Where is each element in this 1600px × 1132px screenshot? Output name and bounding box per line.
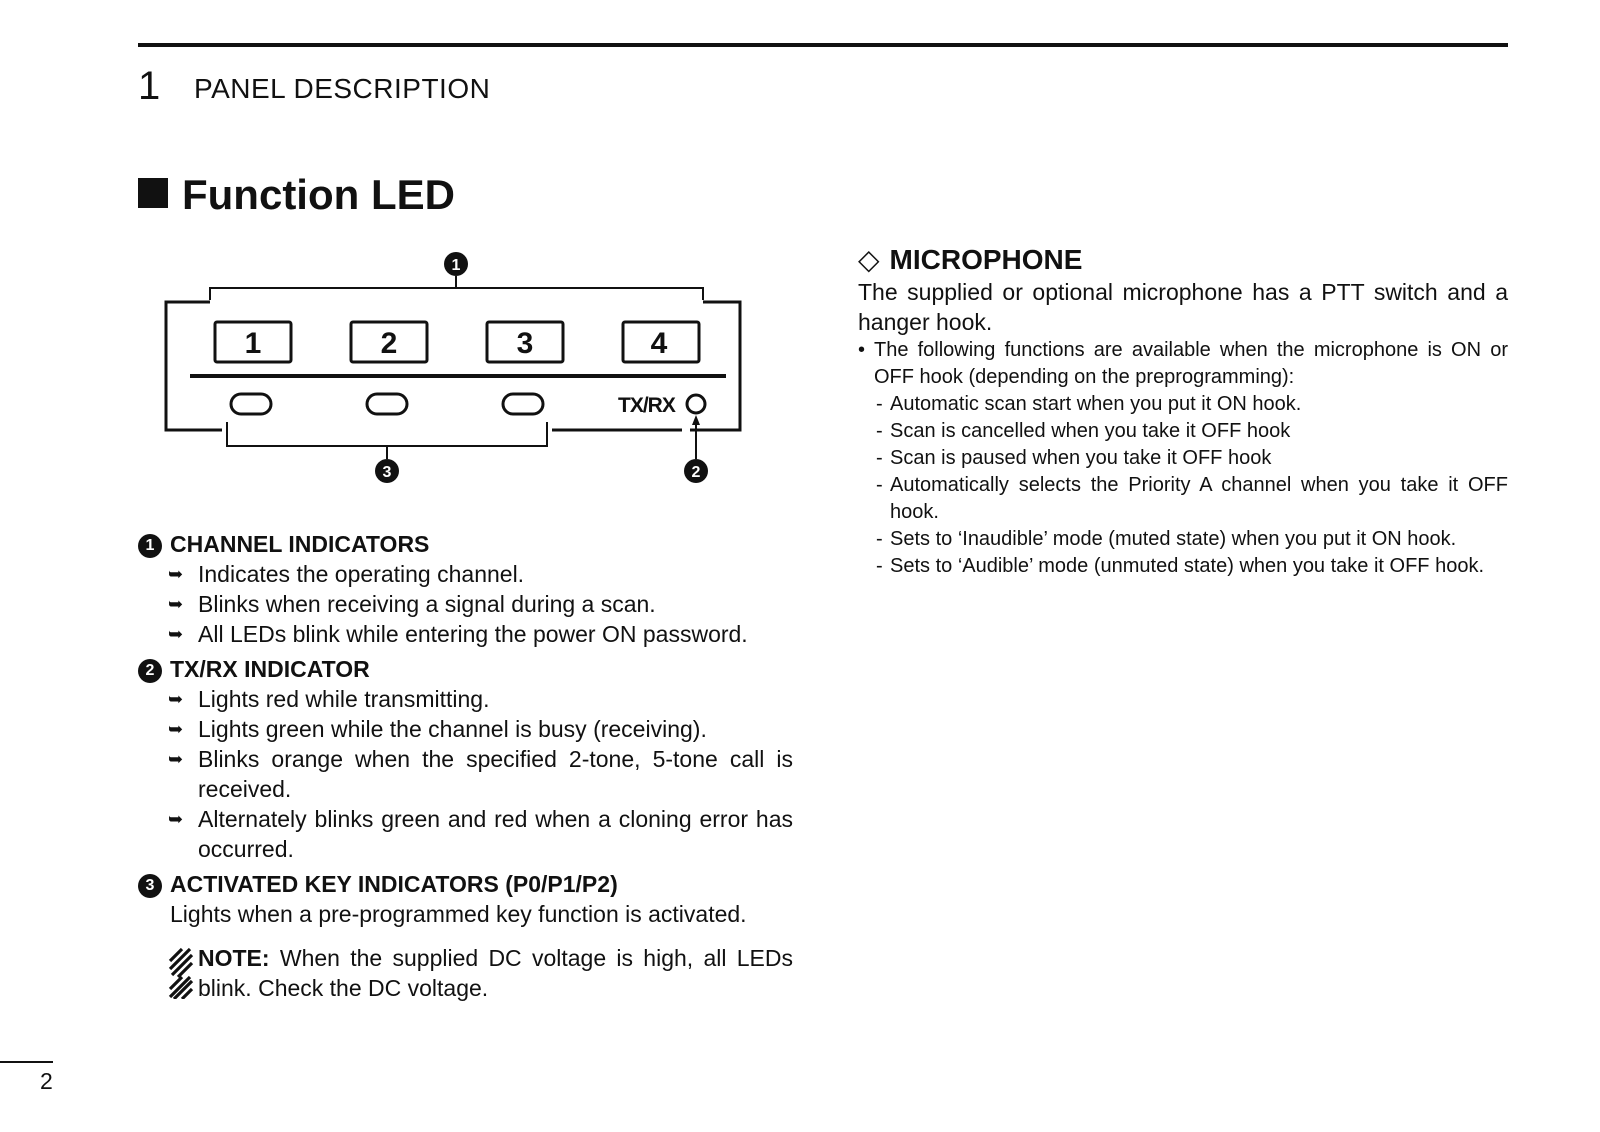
channel-key-1 bbox=[215, 322, 291, 362]
black-square-icon bbox=[138, 178, 168, 208]
dash-icon: - bbox=[876, 393, 883, 415]
number-badge: 3 bbox=[138, 874, 162, 898]
bullet-item bbox=[858, 337, 1508, 391]
txrx-led bbox=[687, 395, 705, 413]
txrx-label: TX/RX bbox=[618, 394, 675, 417]
indicator-heading-2 bbox=[138, 654, 793, 684]
list-item bbox=[138, 744, 793, 804]
microphone-title: MICROPHONE bbox=[889, 244, 1083, 275]
list-item-text: Blinks when receiving a signal during a scan. bbox=[198, 591, 656, 617]
arrow-icon: ➥ bbox=[168, 564, 184, 584]
key-led-p0 bbox=[231, 394, 271, 414]
sub-item bbox=[858, 526, 1508, 553]
channel-key-2 bbox=[351, 322, 427, 362]
arrow-icon: ➥ bbox=[168, 809, 184, 829]
indicator-title: CHANNEL INDICATORS bbox=[170, 531, 430, 557]
svg-text:1: 1 bbox=[451, 257, 461, 274]
indicator-text: Lights when a pre-programmed key function is activated. bbox=[170, 901, 747, 927]
note-block bbox=[138, 943, 793, 1003]
dash-icon: - bbox=[876, 474, 883, 496]
callout-3 bbox=[375, 459, 399, 483]
list-item bbox=[138, 714, 793, 744]
list-item bbox=[138, 559, 793, 589]
note-label: NOTE: bbox=[198, 945, 270, 971]
number-badge: 1 bbox=[138, 534, 162, 558]
list-item-text: Indicates the operating channel. bbox=[198, 561, 525, 587]
list-item bbox=[138, 589, 793, 619]
indicator-heading-1 bbox=[138, 529, 793, 559]
list-item bbox=[138, 684, 793, 714]
indicator-heading-3 bbox=[138, 869, 793, 899]
arrow-icon: ➥ bbox=[168, 719, 184, 739]
note-text: When the supplied DC voltage is high, all LEDs blink. Check the DC voltage. bbox=[198, 945, 794, 1001]
dash-icon: - bbox=[876, 528, 883, 550]
sub-item-text: Scan is paused when you take it OFF hook bbox=[890, 447, 1272, 469]
channel-key-4 bbox=[623, 322, 699, 362]
chapter-title: PANEL DESCRIPTION bbox=[194, 73, 491, 104]
key-led-p1 bbox=[367, 394, 407, 414]
section-title-text: Function LED bbox=[182, 171, 455, 218]
microphone-description: The supplied or optional microphone has a PTT switch and a hanger hook. bbox=[858, 279, 1508, 335]
dash-icon: - bbox=[876, 555, 883, 577]
header-rule bbox=[138, 43, 1508, 47]
list-item-text: Lights green while the channel is busy (receiving). bbox=[198, 716, 707, 742]
list-item bbox=[138, 804, 793, 864]
sub-item bbox=[858, 391, 1508, 418]
page-number: 2 bbox=[40, 1068, 53, 1094]
sub-item-text: Sets to ‘Audible’ mode (unmuted state) when you take it OFF hook. bbox=[890, 555, 1485, 577]
svg-text:2: 2 bbox=[691, 464, 701, 481]
number-badge: 2 bbox=[138, 659, 162, 683]
svg-text:1: 1 bbox=[244, 327, 262, 360]
footer-rule bbox=[0, 1061, 53, 1063]
sub-item-text: Scan is cancelled when you take it OFF hook bbox=[890, 420, 1291, 442]
sub-item bbox=[858, 418, 1508, 445]
indicator-descriptions bbox=[138, 529, 793, 1003]
dash-icon: - bbox=[876, 447, 883, 469]
list-item bbox=[138, 619, 793, 649]
sub-item bbox=[858, 553, 1508, 580]
callout-1 bbox=[444, 252, 468, 276]
sub-item bbox=[858, 472, 1508, 526]
svg-text:3: 3 bbox=[382, 464, 392, 481]
arrow-icon: ➥ bbox=[168, 749, 184, 769]
list-item-text: All LEDs blink while entering the power ON password. bbox=[198, 621, 748, 647]
sub-item-text: Automatic scan start when you put it ON hook. bbox=[890, 393, 1302, 415]
list-item-text: Alternately blinks green and red when a cloning error has occurred. bbox=[198, 806, 793, 862]
dash-icon: - bbox=[876, 420, 883, 442]
sub-item bbox=[858, 445, 1508, 472]
channel-key-3 bbox=[487, 322, 563, 362]
chapter-number: 1 bbox=[138, 64, 161, 108]
arrow-icon: ➥ bbox=[168, 594, 184, 614]
svg-text:2: 2 bbox=[380, 327, 398, 360]
diamond-icon: ◇ bbox=[858, 244, 880, 275]
callout-2 bbox=[684, 459, 708, 483]
key-led-p2 bbox=[503, 394, 543, 414]
microphone-heading bbox=[858, 243, 1508, 277]
section-title bbox=[138, 170, 455, 220]
list-item-text: Blinks orange when the specified 2-tone, 5-tone call is received. bbox=[198, 746, 793, 802]
svg-text:3: 3 bbox=[516, 327, 534, 360]
svg-text:4: 4 bbox=[650, 327, 668, 360]
indicator-title: TX/RX INDICATOR bbox=[170, 656, 370, 682]
sub-item-text: Automatically selects the Priority A channel when you take it OFF hook. bbox=[890, 474, 1508, 523]
note-icon bbox=[168, 947, 194, 999]
list-item-text: Lights red while transmitting. bbox=[198, 686, 490, 712]
function-led-diagram bbox=[160, 250, 770, 500]
microphone-section bbox=[858, 243, 1508, 580]
sub-item-text: Sets to ‘Inaudible’ mode (muted state) when you put it ON hook. bbox=[890, 528, 1457, 550]
arrow-icon: ➥ bbox=[168, 689, 184, 709]
bullet-text: The following functions are available when the microphone is ON or OFF hook (depending on the preprogramming): bbox=[874, 339, 1508, 388]
bullet-icon: • bbox=[858, 339, 866, 361]
indicator-title: ACTIVATED KEY INDICATORS (P0/P1/P2) bbox=[170, 871, 618, 897]
arrow-icon: ➥ bbox=[168, 624, 184, 644]
